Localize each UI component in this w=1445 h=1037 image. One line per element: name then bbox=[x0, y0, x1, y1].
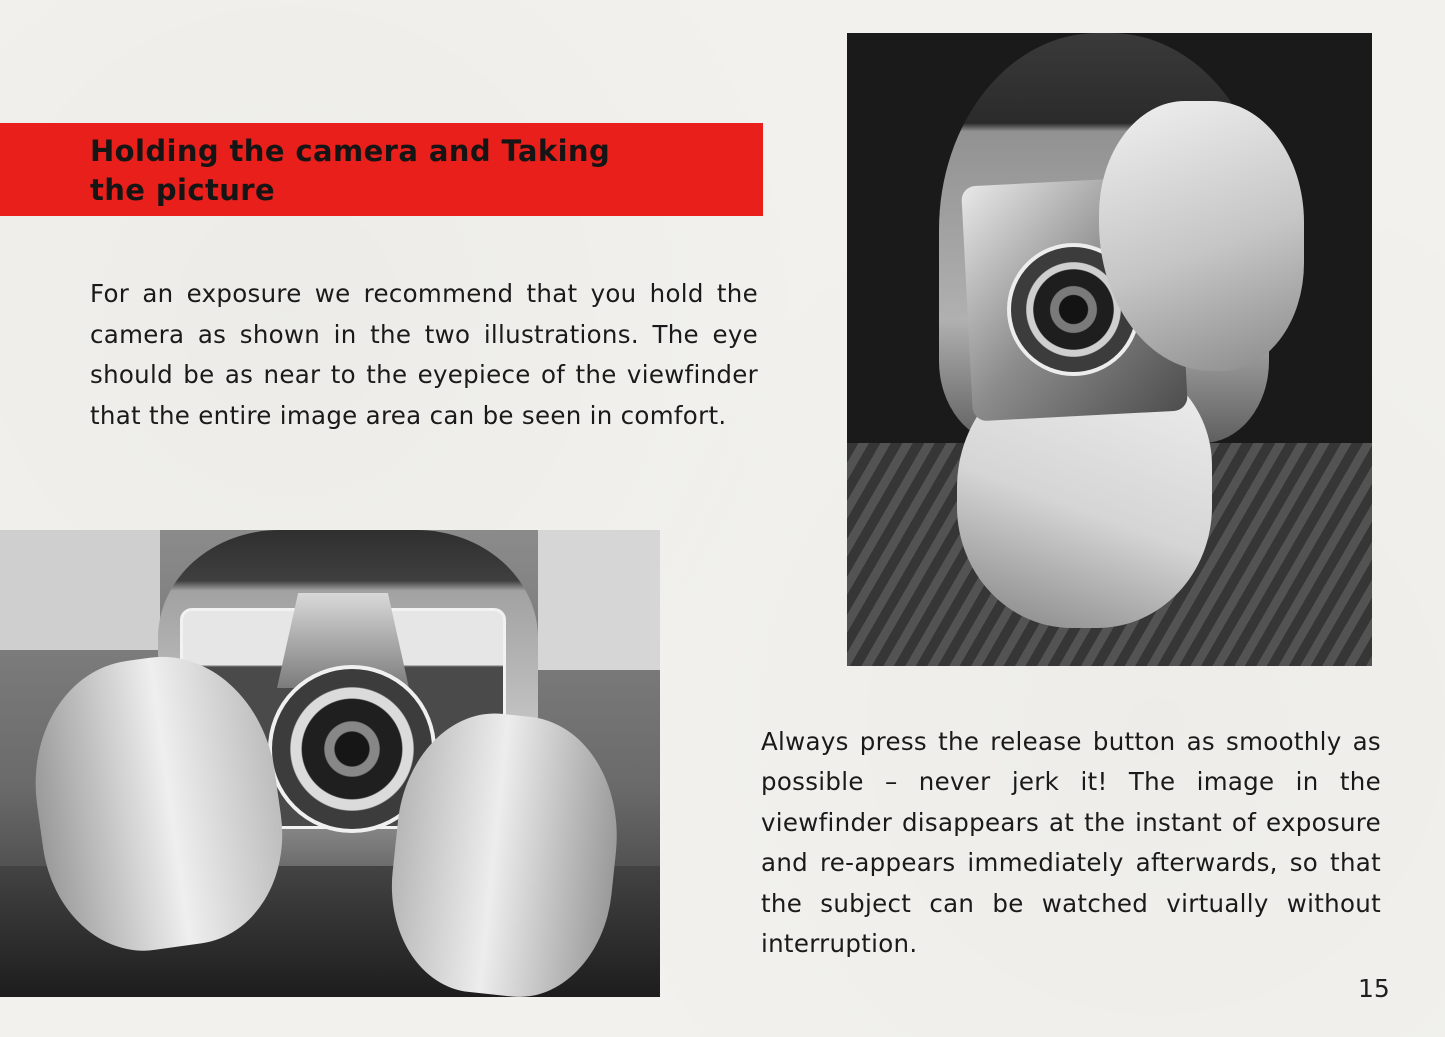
photo-background-left bbox=[0, 530, 160, 650]
page-number: 15 bbox=[1358, 974, 1390, 1003]
release-button-paragraph: Always press the release button as smoothly as possible – never jerk it! The image in the viewfinder disappears at the instant of exposure and re-appears immediately afterwards, so that the subject can be watched virtually without interruption. bbox=[761, 727, 1381, 959]
camera-holding-vertical-photo bbox=[847, 33, 1372, 666]
section-title: Holding the camera and Taking the picture bbox=[90, 134, 611, 207]
photo-background-right bbox=[538, 530, 660, 670]
intro-paragraph: For an exposure we recommend that you hold the camera as shown in the two illustrations. The eye should be as near to the eyepiece of the viewfinder that the entire image area can be seen in comfort. bbox=[90, 279, 758, 430]
camera-holding-horizontal-photo bbox=[0, 530, 660, 997]
